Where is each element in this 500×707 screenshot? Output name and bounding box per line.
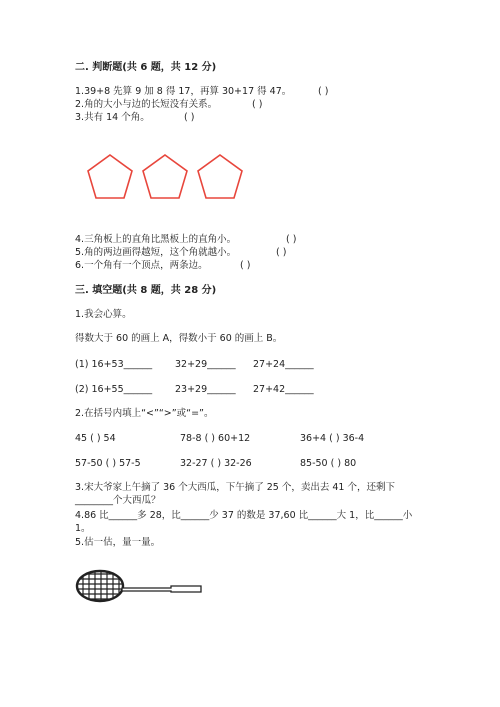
answer-paren-2-6[interactable]: ( ) (240, 260, 251, 271)
question-2-3: 3.共有 14 个角。 (75, 112, 150, 123)
question-2-1: 1.39+8 先算 9 加 8 得 17，再算 30+17 得 47。 (75, 86, 292, 97)
mental-calc-item[interactable]: 27+24______ (253, 359, 314, 370)
answer-paren-2-5[interactable]: ( ) (276, 247, 287, 258)
question-2-4: 4.三角板上的直角比黑板上的直角小。 (75, 234, 237, 245)
question-3-3: 3.宋大爷家上午摘了 36 个大西瓜，下午摘了 25 个，卖出去 41 个，还剩下 (75, 482, 395, 493)
question-3-5: 5.估一估，量一量。 (75, 537, 161, 548)
mental-calc-item[interactable]: (2) 16+55______ (75, 384, 153, 395)
answer-paren-2-1[interactable]: ( ) (318, 86, 329, 97)
compare-item[interactable]: 85-50 ( ) 80 (300, 458, 357, 469)
question-3-1: 1.我会心算。 (75, 309, 132, 320)
mental-calc-item[interactable]: 23+29______ (175, 384, 236, 395)
pentagon-shape (143, 155, 187, 198)
mental-calc-item[interactable]: 32+29______ (175, 359, 236, 370)
pentagons-figure (80, 150, 280, 210)
strainer-illustration (73, 566, 213, 616)
question-2-5: 5.角的两边画得越短，这个角就越小。 (75, 247, 237, 258)
answer-paren-2-2[interactable]: ( ) (252, 99, 263, 110)
compare-item[interactable]: 36+4 ( ) 36-4 (300, 433, 365, 444)
question-3-2: 2.在括号内填上“<”“>”或“=”。 (75, 408, 214, 419)
pentagon-shape (198, 155, 242, 198)
answer-paren-2-4[interactable]: ( ) (286, 234, 297, 245)
section-heading-fill-blank: 三. 填空题(共 8 题，共 28 分) (75, 285, 217, 296)
question-2-2: 2.角的大小与边的长短没有关系。 (75, 99, 218, 110)
pentagon-shape (88, 155, 132, 198)
question-3-4[interactable]: 4.86 比______多 28，比______少 37 的数是 37,60 比______大 1，比______小 (75, 510, 413, 521)
question-3-1-intro: 得数大于 60 的画上 A，得数小于 60 的画上 B。 (75, 333, 283, 344)
compare-item[interactable]: 78-8 ( ) 60+12 (180, 433, 251, 444)
mental-calc-item[interactable]: 27+42______ (253, 384, 314, 395)
mental-calc-item[interactable]: (1) 16+53______ (75, 359, 153, 370)
compare-item[interactable]: 57-50 ( ) 57-5 (75, 458, 141, 469)
question-2-6: 6.一个角有一个顶点，两条边。 (75, 260, 208, 271)
question-3-4-cont: 1。 (75, 523, 91, 534)
question-3-3-cont[interactable]: ________个大西瓜？ (75, 495, 161, 506)
section-heading-judgment: 二. 判断题(共 6 题，共 12 分) (75, 62, 217, 73)
compare-item[interactable]: 32-27 ( ) 32-26 (180, 458, 252, 469)
compare-item[interactable]: 45 ( ) 54 (75, 433, 116, 444)
answer-paren-2-3[interactable]: ( ) (184, 112, 195, 123)
